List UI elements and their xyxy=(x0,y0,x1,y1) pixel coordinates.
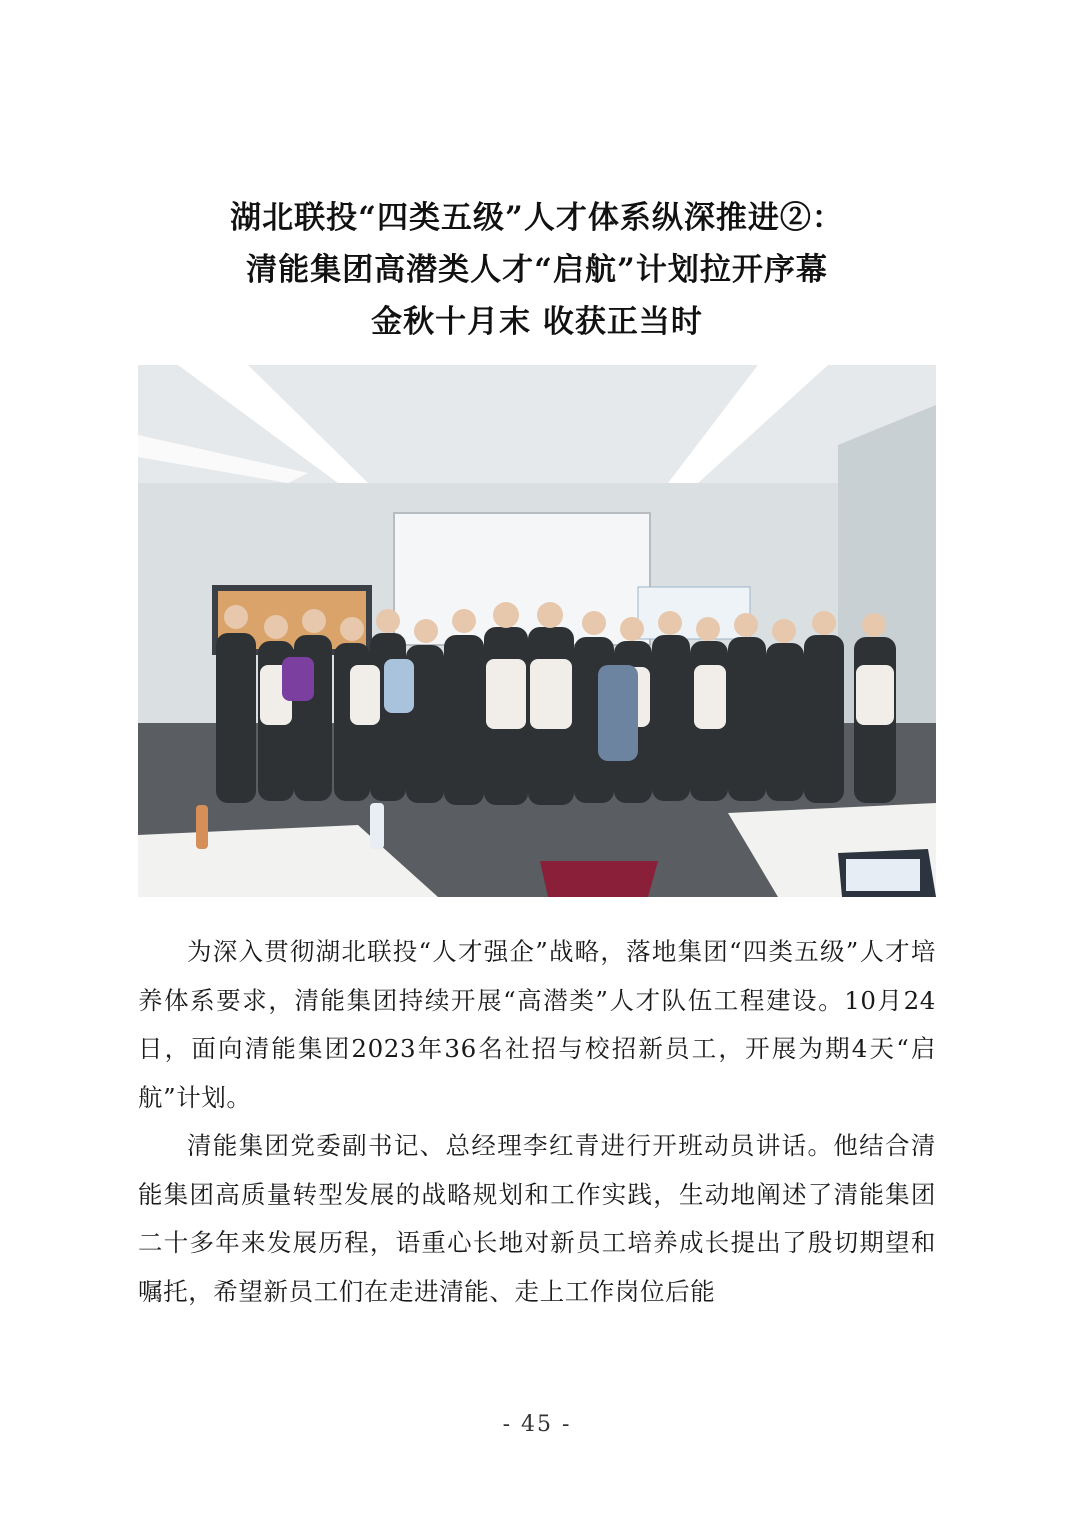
drink-bottle xyxy=(196,805,208,849)
article-body xyxy=(138,928,936,1316)
group-photo-illustration xyxy=(138,365,936,897)
wall-poster xyxy=(638,587,750,639)
paragraph: 清能集团党委副书记、总经理李红青进行开班动员讲话。他结合清能集团高质量转型发展的战略规划和工作实践，生动地阐述了清能集团二十多年来发展历程，语重心长地对新员工培养成长提出了殷切期望和嘱托，希望新员工们在走进清能、走上工作岗位后能 xyxy=(138,1131,936,1306)
chair xyxy=(540,861,658,897)
group-photo xyxy=(138,365,936,897)
water-bottle xyxy=(370,803,384,849)
title-line-3: 金秋十月末 收获正当时 xyxy=(371,304,703,340)
article-title xyxy=(0,192,1074,348)
title-line-2: 清能集团高潜类人才“启航”计划拉开序幕 xyxy=(246,252,828,288)
paragraph: 为深入贯彻湖北联投“人才强企”战略，落地集团“四类五级”人才培养体系要求，清能集团持续开展“高潜类”人才队伍工程建设。10月24日，面向清能集团2023年36名社招与校招新员工，开展为期4天“启航”计划。 xyxy=(138,937,936,1112)
page-number: - 45 - xyxy=(502,1412,572,1437)
laptop-screen xyxy=(846,859,920,891)
title-line-1: 湖北联投“四类五级”人才体系纵深推进②： xyxy=(230,200,844,236)
